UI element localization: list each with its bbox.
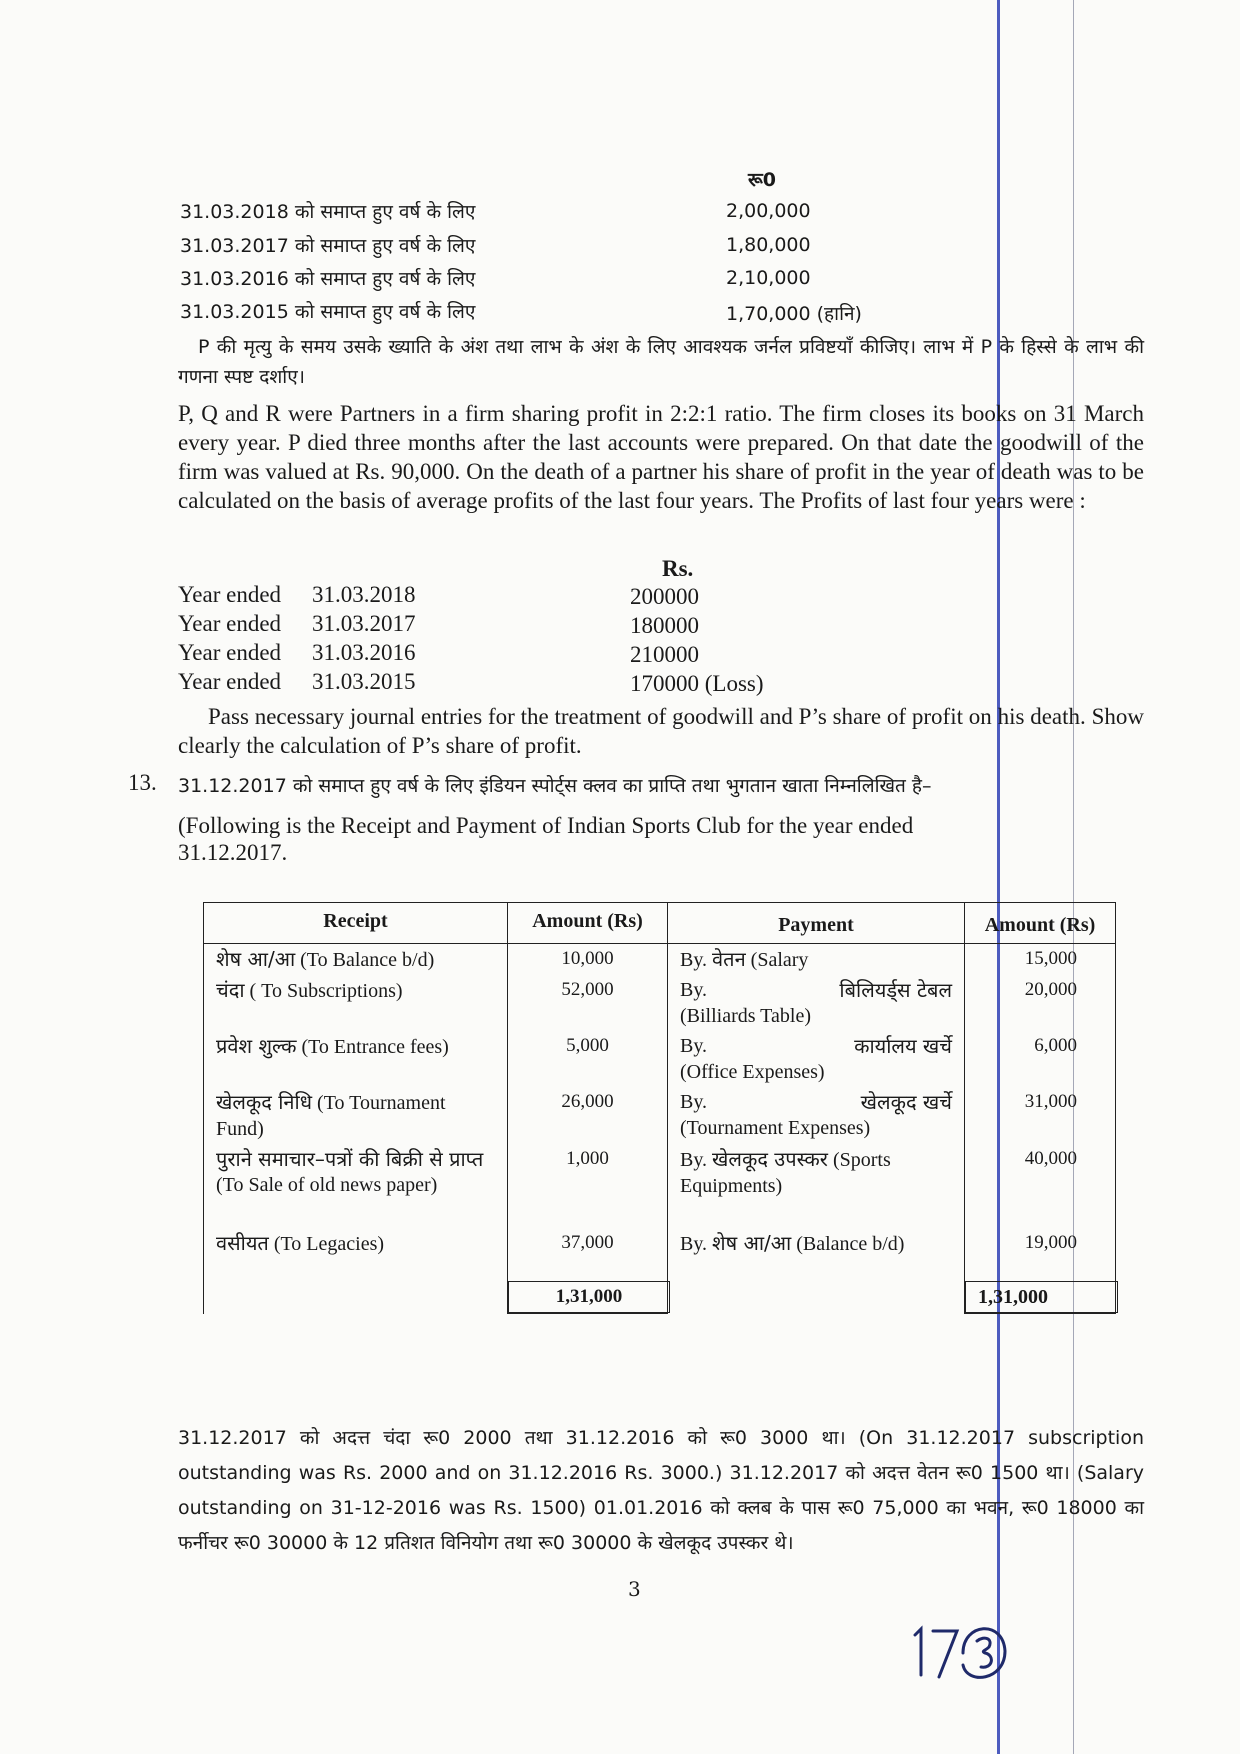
receipt-cell: शेष आ/आ (To Balance b/d) — [204, 944, 508, 976]
question-13-notes: 31.12.2017 को अदत्त चंदा रू0 2000 तथा 31.12.2016 को रू0 3000 था। (On 31.12.2017 subscription outstanding was Rs. 2000 and on 31.12.2016 Rs. 3000.) 31.12.2017 को अदत्त वेतन रू0 1500 था। (Salary outstanding on 31-12-2016 was Rs. 1500) 01.01.2016 को क्लब के पास रू0 75,000 का भवन, रू0 18000 का फर्नीचर रू0 30000 के 12 प्रतिशत विनियोग तथा रू0 30000 के खेलकूद उपस्कर थे। — [178, 1427, 1144, 1554]
receipt-amount: 37,000 — [508, 1228, 668, 1281]
year-ended-label: Year ended — [178, 640, 282, 665]
year-ended-amount: 200000 — [630, 584, 699, 609]
profit-row-amount: 2,10,000 — [726, 267, 811, 289]
total-receipts: 1,31,000 — [508, 1281, 670, 1313]
instruction-en: Pass necessary journal entries for the treatment of goodwill and P’s share of profit on his death. Show clearly the calculation of P’s share of profit. — [178, 704, 1144, 758]
payment-amount: 20,000 — [965, 975, 1116, 1031]
profit-row-label: 31.03.2017 को समाप्त हुए वर्ष के लिए — [180, 235, 476, 257]
receipt-cell: वसीयत (To Legacies) — [204, 1228, 508, 1281]
receipt-cell: प्रवेश शुल्क (To Entrance fees) — [204, 1031, 508, 1087]
header-payment: Payment — [668, 903, 965, 944]
receipt-payment-table — [203, 902, 1116, 1314]
page-number: 3 — [628, 1577, 641, 1601]
receipt-amount: 1,000 — [508, 1144, 668, 1228]
profit-row-amount: 2,00,000 — [726, 200, 811, 222]
instruction-hi: P की मृत्यु के समय उसके ख्याति के अंश तथा लाभ के अंश के लिए आवश्यक जर्नल प्रविष्टयाँ कीजिए। लाभ में P के हिस्से के लाभ की गणना स्पष्ट दर्शाए। — [178, 336, 1144, 388]
totals-row — [204, 1281, 1116, 1314]
payment-amount: 40,000 — [965, 1144, 1116, 1228]
payment-amount: 6,000 — [965, 1031, 1116, 1087]
receipt-cell: चंदा ( To Subscriptions) — [204, 975, 508, 1031]
payment-cell: By. कार्यालय खर्चे (Office Expenses) — [668, 1031, 965, 1087]
year-ended-label: Year ended — [178, 669, 282, 694]
year-ended-date: 31.03.2017 — [312, 611, 416, 636]
total-payments: 1,31,000 — [965, 1281, 1118, 1313]
receipt-amount: 26,000 — [508, 1087, 668, 1144]
profit-row-amount: 1,80,000 — [726, 234, 811, 256]
handwritten-page-mark — [905, 1605, 1025, 1695]
year-ended-date: 31.03.2018 — [312, 582, 416, 607]
payment-cell: By. शेष आ/आ (Balance b/d) — [668, 1228, 965, 1281]
year-ended-date: 31.03.2015 — [312, 669, 416, 694]
question-13-intro-en: (Following is the Receipt and Payment of Indian Sports Club for the year ended — [178, 813, 914, 838]
table-row — [204, 1031, 1116, 1087]
receipt-amount: 10,000 — [508, 944, 668, 976]
receipt-cell: पुराने समाचार–पत्रों की बिक्री से प्राप्त (To Sale of old news paper) — [204, 1144, 508, 1228]
table-row — [204, 1087, 1116, 1144]
receipt-cell: खेलकूद निधि (To Tournament Fund) — [204, 1087, 508, 1144]
question-13-intro-en-date: 31.12.2017. — [178, 840, 288, 865]
header-amount-1: Amount (Rs) — [508, 903, 668, 944]
year-ended-amount: 170000 (Loss) — [630, 671, 764, 696]
question-12-text: P, Q and R were Partners in a firm sharing profit in 2:2:1 ratio. The firm closes its books on 31 March every year. P died three months after the last accounts were prepared. On that date the goodwill of the firm was valued at Rs. 90,000. On the death of a partner his share of profit in the year of death was to be calculated on the basis of average profits of the last four years. The Profits of last four years were : — [178, 401, 1144, 513]
header-amount-2: Amount (Rs) — [965, 903, 1116, 944]
rs-header: Rs. — [662, 556, 694, 581]
year-ended-amount: 180000 — [630, 613, 699, 638]
profit-row-label: 31.03.2016 को समाप्त हुए वर्ष के लिए — [180, 268, 476, 290]
year-ended-amount: 210000 — [630, 642, 699, 667]
receipt-amount: 5,000 — [508, 1031, 668, 1087]
payment-cell: By. वेतन (Salary — [668, 944, 965, 976]
payment-amount: 19,000 — [965, 1228, 1116, 1281]
payment-cell: By. खेलकूद खर्चे (Tournament Expenses) — [668, 1087, 965, 1144]
table-row — [204, 975, 1116, 1031]
profit-row-label: 31.03.2018 को समाप्त हुए वर्ष के लिए — [180, 201, 476, 223]
payment-cell: By. बिलियर्ड्स टेबल (Billiards Table) — [668, 975, 965, 1031]
profit-row-amount: 1,70,000 (हानि) — [726, 303, 862, 325]
table-row — [204, 1144, 1116, 1228]
question-13-intro-hi: 31.12.2017 को समाप्त हुए वर्ष के लिए इंडियन स्पोर्ट्स क्लव का प्राप्ति तथा भुगतान खाता निम्नलिखित है– — [178, 775, 932, 797]
table-row — [204, 1228, 1116, 1281]
header-receipt: Receipt — [204, 903, 508, 944]
payment-amount: 31,000 — [965, 1087, 1116, 1144]
payment-amount: 15,000 — [965, 944, 1116, 976]
year-ended-date: 31.03.2016 — [312, 640, 416, 665]
profit-row-label: 31.03.2015 को समाप्त हुए वर्ष के लिए — [180, 301, 476, 323]
currency-header-hi: रू0 — [748, 169, 776, 191]
payment-cell: By. खेलकूद उपस्कर (Sports Equipments) — [668, 1144, 965, 1228]
year-ended-label: Year ended — [178, 582, 282, 607]
year-ended-label: Year ended — [178, 611, 282, 636]
receipt-amount: 52,000 — [508, 975, 668, 1031]
table-row — [204, 944, 1116, 976]
question-13-number: 13. — [128, 770, 157, 795]
